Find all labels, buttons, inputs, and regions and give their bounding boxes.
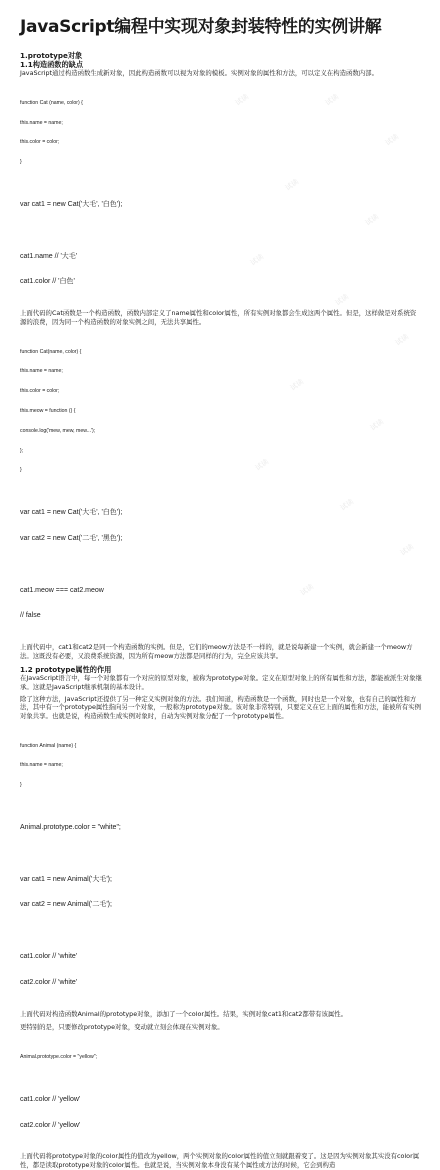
watermark: 试读 [248, 252, 266, 268]
code-block-3 [20, 335, 422, 487]
code-line: cat1.name // '大毛' [20, 252, 78, 260]
watermark: 试读 [368, 417, 386, 433]
code-line: cat1.color // 'yellow' [20, 1095, 81, 1103]
code-line: var cat2 = new Cat('二毛', '黑色'); [20, 535, 123, 543]
code-line: var cat1 = new Cat('大毛', '白色'); [20, 201, 123, 209]
watermark: 试读 [338, 497, 356, 513]
watermark: 试读 [323, 92, 341, 108]
section-heading-1-1: 1.1构造函数的缺点 [20, 60, 84, 69]
code-line: // false [20, 612, 41, 620]
code-line: cat2.color // 'white' [20, 978, 78, 986]
watermark: 试读 [363, 212, 381, 228]
section-heading-1: 1.prototype对象 [20, 51, 83, 60]
code-block-7 [20, 1041, 422, 1074]
paragraph-7: 更特别的是，只要修改prototype对象，变动就立刻会体现在实例对象。 [20, 1023, 224, 1032]
paragraph-1: JavaScript通过构造函数生成新对象，因此构造函数可以视为对象的模板。实例对象的属性和方法，可以定义在构造函数内部。 [20, 69, 378, 77]
code-block-5 [20, 729, 422, 802]
code-block-2 [20, 184, 422, 304]
code-line: this.name = name; [20, 119, 63, 126]
code-line: }; [20, 447, 24, 454]
code-line: cat1.color // '白色' [20, 278, 75, 286]
watermark: 试读 [288, 377, 306, 393]
code-line: this.name = name; [20, 368, 63, 375]
watermark: 试读 [333, 292, 351, 308]
paragraph-3: 上面代码中，cat1和cat2是同一个构造函数的实例。但是，它们的meow方法是不一样的，就是说每新建一个实例，就会新建一个meow方法。这既没有必要，又浪费系统资源，因为所有meow方法都是同样的行为，完全应该共享。 [20, 643, 413, 660]
code-line [20, 561, 422, 570]
code-line: var cat1 = new Cat('大毛', '白色'); [20, 509, 123, 517]
code-block-8 [20, 1079, 422, 1148]
page-title: JavaScript编程中实现对象封装特性的实例讲解 [20, 17, 382, 37]
code-block-4 [20, 492, 422, 638]
document-page [20, 12, 422, 1170]
watermark: 试读 [253, 457, 271, 473]
code-line: function Animal (name) { [20, 742, 77, 749]
watermark: 试读 [398, 542, 416, 558]
code-line: function Cat(name, color) { [20, 348, 82, 355]
watermark: 试读 [283, 177, 301, 193]
code-line: this.color = color; [20, 139, 60, 146]
code-line: } [20, 782, 22, 789]
code-line: Animal.prototype.color = "white"; [20, 824, 121, 832]
code-block-1 [20, 87, 422, 179]
code-line: var cat1 = new Animal('大毛'); [20, 875, 112, 883]
code-line: } [20, 467, 22, 474]
code-line [20, 227, 422, 236]
code-line: cat2.color // 'yellow' [20, 1121, 81, 1129]
paragraph-5: 除了这种方法，JavaScript还提供了另一种定义实例对象的方法。我们知道，构造函数是一个函数，同时也是一个对象，也有自己的属性和方法，其中有一个prototype属性指向另一个对象，一般称为prototype对象。该对象非常特别，只要定义在它上面的属性和方法，能被所有实例对象共享。也就是说，构造函数生成实例对象时，自动为实例对象分配了一个prototype属性。 [20, 694, 421, 720]
paragraph-8: 上面代码将prototype对象的color属性的值改为yellow，两个实例对象的color属性的值立刻就跟着变了。这是因为实例对象其实没有color属性，都是读取prototype对象的color属性。也就是说，当实例对象本身没有某个属性或方法的时候，它会到构造 [20, 1152, 420, 1169]
code-line: this.color = color; [20, 388, 60, 395]
code-line: } [20, 159, 22, 166]
code-line: var cat2 = new Animal('二毛'); [20, 901, 112, 909]
code-line: cat1.meow === cat2.meow [20, 586, 104, 594]
code-line: this.meow = function () { [20, 407, 76, 414]
code-line: function Cat (name, color) { [20, 99, 83, 106]
watermark: 试读 [298, 582, 316, 598]
watermark: 试读 [393, 332, 411, 348]
code-block-6 [20, 807, 422, 1005]
code-line: cat1.color // 'white' [20, 952, 78, 960]
code-line [20, 927, 422, 936]
code-line: Animal.prototype.color = "yellow"; [20, 1053, 98, 1060]
code-line: console.log('mew, mew, mew...'); [20, 427, 96, 434]
paragraph-6: 上面代码对构造函数Animal的prototype对象，添加了一个color属性。结果，实例对象cat1和cat2都带有该属性。 [20, 1009, 348, 1018]
paragraph-2: 上面代码的Cat函数是一个构造函数，函数内部定义了name属性和color属性，所有实例对象都会生成这两个属性。但是，这样做是对系统资源的浪费，因为同一个构造函数的对象实例之间，无法共享属性。 [20, 309, 417, 326]
section-heading-1-2: 1.2 prototype属性的作用 [20, 665, 112, 675]
code-line: this.name = name; [20, 762, 63, 769]
paragraph-4: 在JavaScript语言中，每一个对象都有一个对应的原型对象，被称为prototype对象。定义在原型对象上的所有属性和方法，都能被派生对象继承。这就是JavaScript继承机制的基本设计。 [20, 674, 422, 691]
watermark: 试读 [233, 92, 251, 108]
watermark: 试读 [383, 132, 401, 148]
code-line [20, 850, 422, 859]
